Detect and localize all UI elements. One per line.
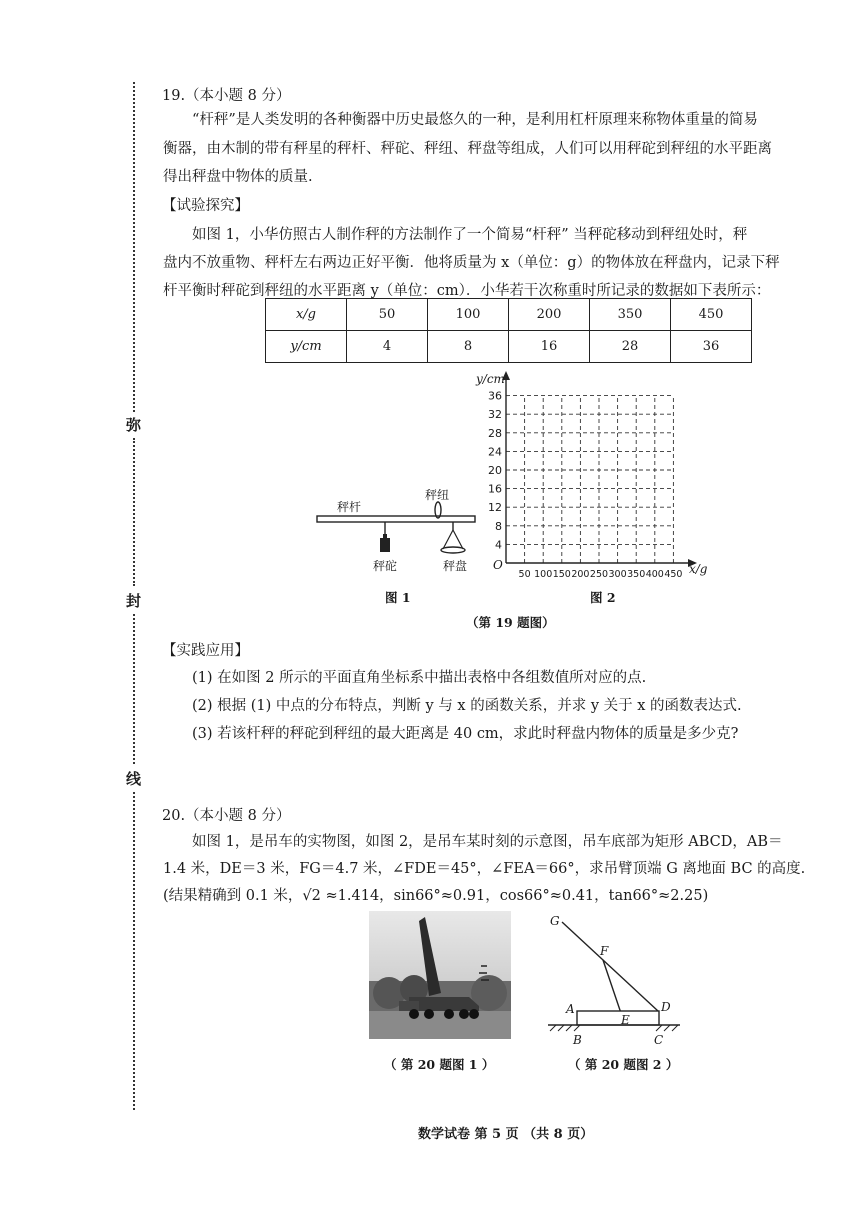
margin-char-xian: 线	[126, 766, 141, 791]
origin-label: O	[493, 558, 503, 572]
point-label-C: C	[654, 1033, 664, 1047]
label-steelyard-weight: 秤砣	[373, 559, 398, 573]
y-tick-label: 36	[488, 389, 502, 403]
table-header-x: x/g	[266, 299, 347, 331]
y-axis-label: y/cm	[476, 372, 505, 386]
table-cell: 36	[671, 331, 752, 363]
point-label-B: B	[573, 1033, 582, 1047]
table-cell: 4	[347, 331, 428, 363]
crane-photo	[369, 911, 511, 1039]
q19-data-table	[265, 298, 752, 363]
x-tick-label: 100	[534, 569, 553, 580]
q19-section-practice: 【实践应用】	[162, 643, 249, 659]
y-tick-label: 4	[495, 538, 502, 552]
label-steelyard-rod: 秤杆	[337, 500, 362, 514]
x-tick-label: 250	[589, 569, 609, 580]
q19-intro-line-1: “杆秤”是人类发明的各种衡器中历史最悠久的一种，是利用杠杆原理来称物体重量的简易	[192, 112, 758, 128]
point-label-G: G	[550, 914, 560, 928]
y-tick-label: 20	[488, 464, 502, 477]
point-label-A: A	[566, 1002, 575, 1016]
page-footer: 数学试卷 第 5 页 （共 8 页）	[418, 1127, 594, 1142]
y-tick-label: 28	[488, 426, 502, 440]
table-cell: 28	[590, 331, 671, 363]
table-header-y: y/cm	[266, 331, 347, 363]
table-cell: 100	[428, 299, 509, 331]
q19-intro-line-2: 衡器，由木制的带有秤星的秤杆、秤砣、秤纽、秤盘等组成，人们可以用秤砣到秤纽的水平距离	[163, 141, 772, 157]
x-tick-label: 450	[664, 569, 683, 580]
y-tick-label: 8	[495, 519, 502, 533]
point-label-D: D	[661, 1000, 671, 1014]
y-tick-label: 24	[488, 445, 502, 459]
x-tick-label: 400	[645, 569, 664, 580]
table-cell: 350	[590, 299, 671, 331]
table-cell: 50	[347, 299, 428, 331]
x-tick-label: 350	[627, 569, 646, 580]
x-axis-label: x/g	[689, 562, 708, 576]
q19-header: 19.（本小题 8 分）	[162, 88, 291, 104]
q19-figures-caption: （第 19 题图）	[466, 615, 555, 630]
table-cell: 8	[428, 331, 509, 363]
q19-body-line-2: 盘内不放重物、秤杆左右两边正好平衡．他将质量为 x（单位：g）的物体放在秤盘内，记录下秤	[163, 255, 780, 271]
y-tick-label: 16	[488, 482, 502, 496]
coordinate-grid	[460, 365, 715, 585]
table-cell: 450	[671, 299, 752, 331]
q19-intro-line-3: 得出秤盘中物体的质量.	[163, 169, 313, 185]
label-steelyard-pan: 秤盘	[443, 559, 468, 573]
q19-body-line-3: 杆平衡时秤砣到秤纽的水平距离 y（单位：cm）．小华若干次称重时所记录的数据如下表所示：	[163, 283, 771, 299]
q19-body-line-1: 如图 1，小华仿照古人制作秤的方法制作了一个简易“杆秤” 当秤砣移动到秤纽处时，秤	[192, 227, 748, 243]
q19-question-3: (3) 若该杆秤的秤砣到秤纽的最大距离是 40 cm，求此时秤盘内物体的质量是多少克?	[192, 726, 739, 742]
q20-body-line-3: (结果精确到 0.1 米，√2 ≈1.414，sin66°≈0.91，cos66°≈0.41，tan66°≈2.25)	[163, 888, 709, 904]
q20-fig2-caption: （ 第 20 题图 2 ）	[568, 1057, 679, 1072]
label-steelyard-knob: 秤纽	[425, 488, 450, 502]
point-label-F: F	[600, 944, 609, 958]
margin-char-mi: 弥	[126, 412, 141, 437]
x-tick-label: 150	[552, 569, 571, 580]
point-label-E: E	[621, 1013, 630, 1027]
y-tick-label: 32	[488, 408, 502, 422]
table-row	[266, 299, 752, 331]
y-tick-label: 12	[488, 501, 502, 515]
table-cell: 16	[509, 331, 590, 363]
q19-question-2: (2) 根据 (1) 中点的分布特点，判断 y 与 x 的函数关系，并求 y 关于 x 的函数表达式.	[192, 698, 742, 714]
table-cell: 200	[509, 299, 590, 331]
fig2-caption: 图 2	[590, 590, 616, 605]
q20-body-line-2: 1.4 米，DE＝3 米，FG＝4.7 米，∠FDE＝45°，∠FEA＝66°，求吊臂顶端 G 离地面 BC 的高度.	[163, 861, 806, 877]
q19-question-1: (1) 在如图 2 所示的平面直角坐标系中描出表格中各组数值所对应的点.	[192, 670, 647, 686]
q20-body-line-1: 如图 1，是吊车的实物图，如图 2，是吊车某时刻的示意图，吊车底部为矩形 ABCD，AB＝	[192, 834, 783, 850]
fig1-caption: 图 1	[385, 590, 411, 605]
crane-schematic	[540, 905, 690, 1035]
x-tick-label: 50	[518, 569, 531, 580]
margin-char-feng: 封	[126, 588, 141, 613]
q19-section-experiment: 【试验探究】	[162, 198, 249, 214]
x-tick-label: 200	[571, 569, 590, 580]
table-row	[266, 331, 752, 363]
q20-header: 20.（本小题 8 分）	[162, 808, 291, 824]
q20-fig1-caption: （ 第 20 题图 1 ）	[384, 1057, 495, 1072]
x-tick-label: 300	[608, 569, 627, 580]
